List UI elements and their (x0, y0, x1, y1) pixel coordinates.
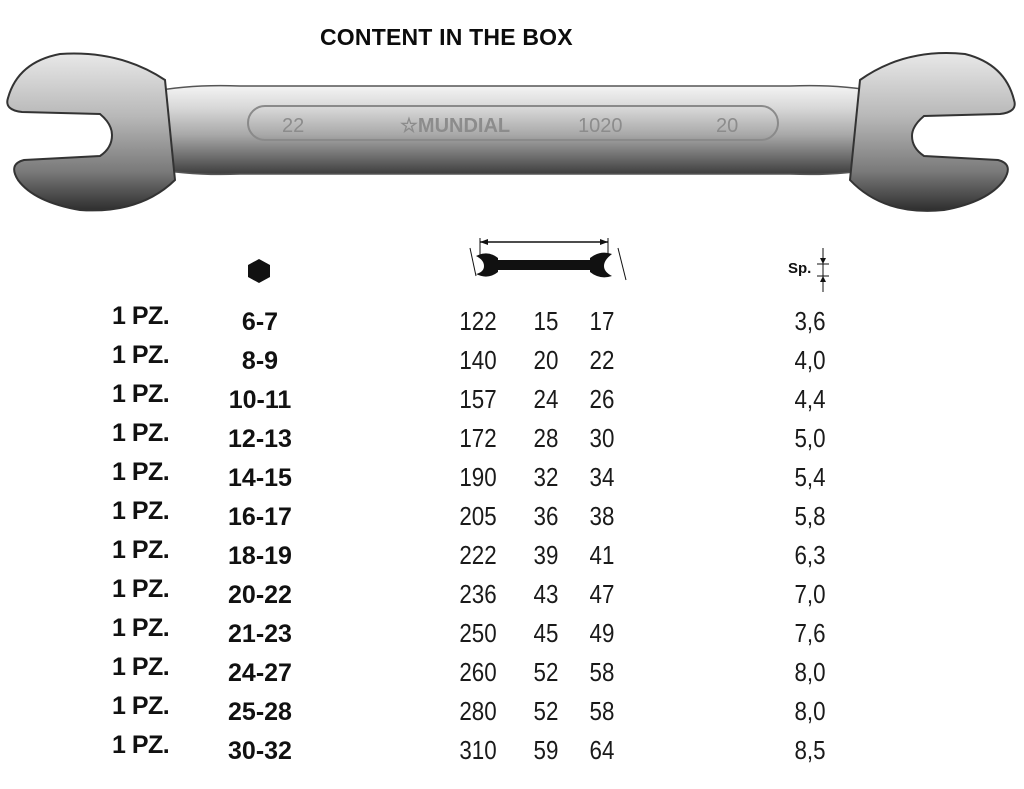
thickness-cell: 5,0 (794, 423, 826, 453)
dimension-b-cell: 49 (589, 618, 615, 648)
size-cell: 14-15 (228, 464, 292, 492)
thickness-cell: 8,5 (794, 735, 826, 765)
dimension-a-cell: 32 (533, 462, 559, 492)
dimension-a-cell: 52 (533, 696, 559, 726)
quantity-cell: 1 PZ. (112, 731, 170, 759)
quantity-cell: 1 PZ. (112, 692, 170, 720)
table-row (0, 456, 1024, 495)
dimension-b-cell: 17 (589, 306, 615, 336)
size-cell: 20-22 (228, 581, 292, 609)
size-cell: 25-28 (228, 698, 292, 726)
dimension-b-cell: 58 (589, 696, 615, 726)
length-cell: 190 (459, 462, 497, 492)
length-cell: 260 (459, 657, 497, 687)
dimension-a-cell: 36 (533, 501, 559, 531)
quantity-cell: 1 PZ. (112, 575, 170, 603)
length-cell: 236 (459, 579, 497, 609)
size-cell: 18-19 (228, 542, 292, 570)
wrench-photo (0, 40, 1024, 230)
table-row (0, 651, 1024, 690)
table-row (0, 573, 1024, 612)
page-title: CONTENT IN THE BOX (320, 24, 573, 50)
quantity-cell: 1 PZ. (112, 653, 170, 681)
dimension-a-cell: 43 (533, 579, 559, 609)
dimension-b-cell: 30 (589, 423, 615, 453)
quantity-cell: 1 PZ. (112, 536, 170, 564)
table-row (0, 690, 1024, 729)
quantity-cell: 1 PZ. (112, 458, 170, 486)
thickness-cell: 8,0 (794, 696, 826, 726)
thickness-cell: 4,4 (794, 384, 826, 414)
stamp-size-left: 22 (282, 115, 305, 137)
size-cell: 30-32 (228, 737, 292, 765)
thickness-cell: 7,0 (794, 579, 826, 609)
thickness-label: Sp. (788, 260, 812, 277)
length-cell: 172 (459, 423, 497, 453)
dimension-b-cell: 58 (589, 657, 615, 687)
length-cell: 222 (459, 540, 497, 570)
thickness-cell: 8,0 (794, 657, 826, 687)
quantity-cell: 1 PZ. (112, 380, 170, 408)
stamp-code: 1020 (578, 115, 623, 137)
dimension-b-cell: 38 (589, 501, 615, 531)
table-row (0, 612, 1024, 651)
table-row (0, 300, 1024, 339)
size-cell: 21-23 (228, 620, 292, 648)
thickness-cell: 5,8 (794, 501, 826, 531)
quantity-cell: 1 PZ. (112, 497, 170, 525)
length-cell: 122 (459, 306, 497, 336)
size-cell: 8-9 (241, 347, 279, 375)
wrench-length-icon (462, 236, 632, 284)
length-cell: 310 (459, 735, 497, 765)
length-cell: 205 (459, 501, 497, 531)
dimension-b-cell: 22 (589, 345, 615, 375)
length-cell: 250 (459, 618, 497, 648)
dimension-a-cell: 15 (533, 306, 559, 336)
dimension-a-cell: 45 (533, 618, 559, 648)
quantity-cell: 1 PZ. (112, 341, 170, 369)
thickness-cell: 5,4 (794, 462, 826, 492)
stamp-brand: ☆MUNDIAL (400, 115, 511, 137)
thickness-header (788, 248, 838, 292)
table-row (0, 417, 1024, 456)
length-cell: 280 (459, 696, 497, 726)
dimension-a-cell: 20 (533, 345, 559, 375)
table-row (0, 378, 1024, 417)
length-cell: 157 (459, 384, 497, 414)
size-cell: 16-17 (228, 503, 292, 531)
stamp-size-right: 20 (716, 115, 739, 137)
quantity-cell: 1 PZ. (112, 614, 170, 642)
table-row (0, 339, 1024, 378)
length-cell: 140 (459, 345, 497, 375)
thickness-icon (816, 248, 830, 292)
size-cell: 12-13 (228, 425, 292, 453)
contents-table (0, 300, 1024, 768)
dimension-b-cell: 41 (589, 540, 615, 570)
size-cell: 24-27 (228, 659, 292, 687)
quantity-cell: 1 PZ. (112, 419, 170, 447)
dimension-b-cell: 64 (589, 735, 615, 765)
dimension-a-cell: 24 (533, 384, 559, 414)
thickness-cell: 6,3 (794, 540, 826, 570)
dimension-b-cell: 34 (589, 462, 615, 492)
table-row (0, 495, 1024, 534)
dimension-b-cell: 26 (589, 384, 615, 414)
dimension-b-cell: 47 (589, 579, 615, 609)
hexagon-icon (246, 258, 272, 284)
table-row (0, 729, 1024, 768)
dimension-a-cell: 39 (533, 540, 559, 570)
quantity-cell: 1 PZ. (112, 302, 170, 330)
table-row (0, 534, 1024, 573)
dimension-a-cell: 28 (533, 423, 559, 453)
thickness-cell: 3,6 (794, 306, 826, 336)
dimension-a-cell: 52 (533, 657, 559, 687)
size-cell: 10-11 (228, 386, 292, 414)
dimension-a-cell: 59 (533, 735, 559, 765)
thickness-cell: 7,6 (794, 618, 826, 648)
thickness-cell: 4,0 (794, 345, 826, 375)
size-cell: 6-7 (241, 308, 279, 336)
